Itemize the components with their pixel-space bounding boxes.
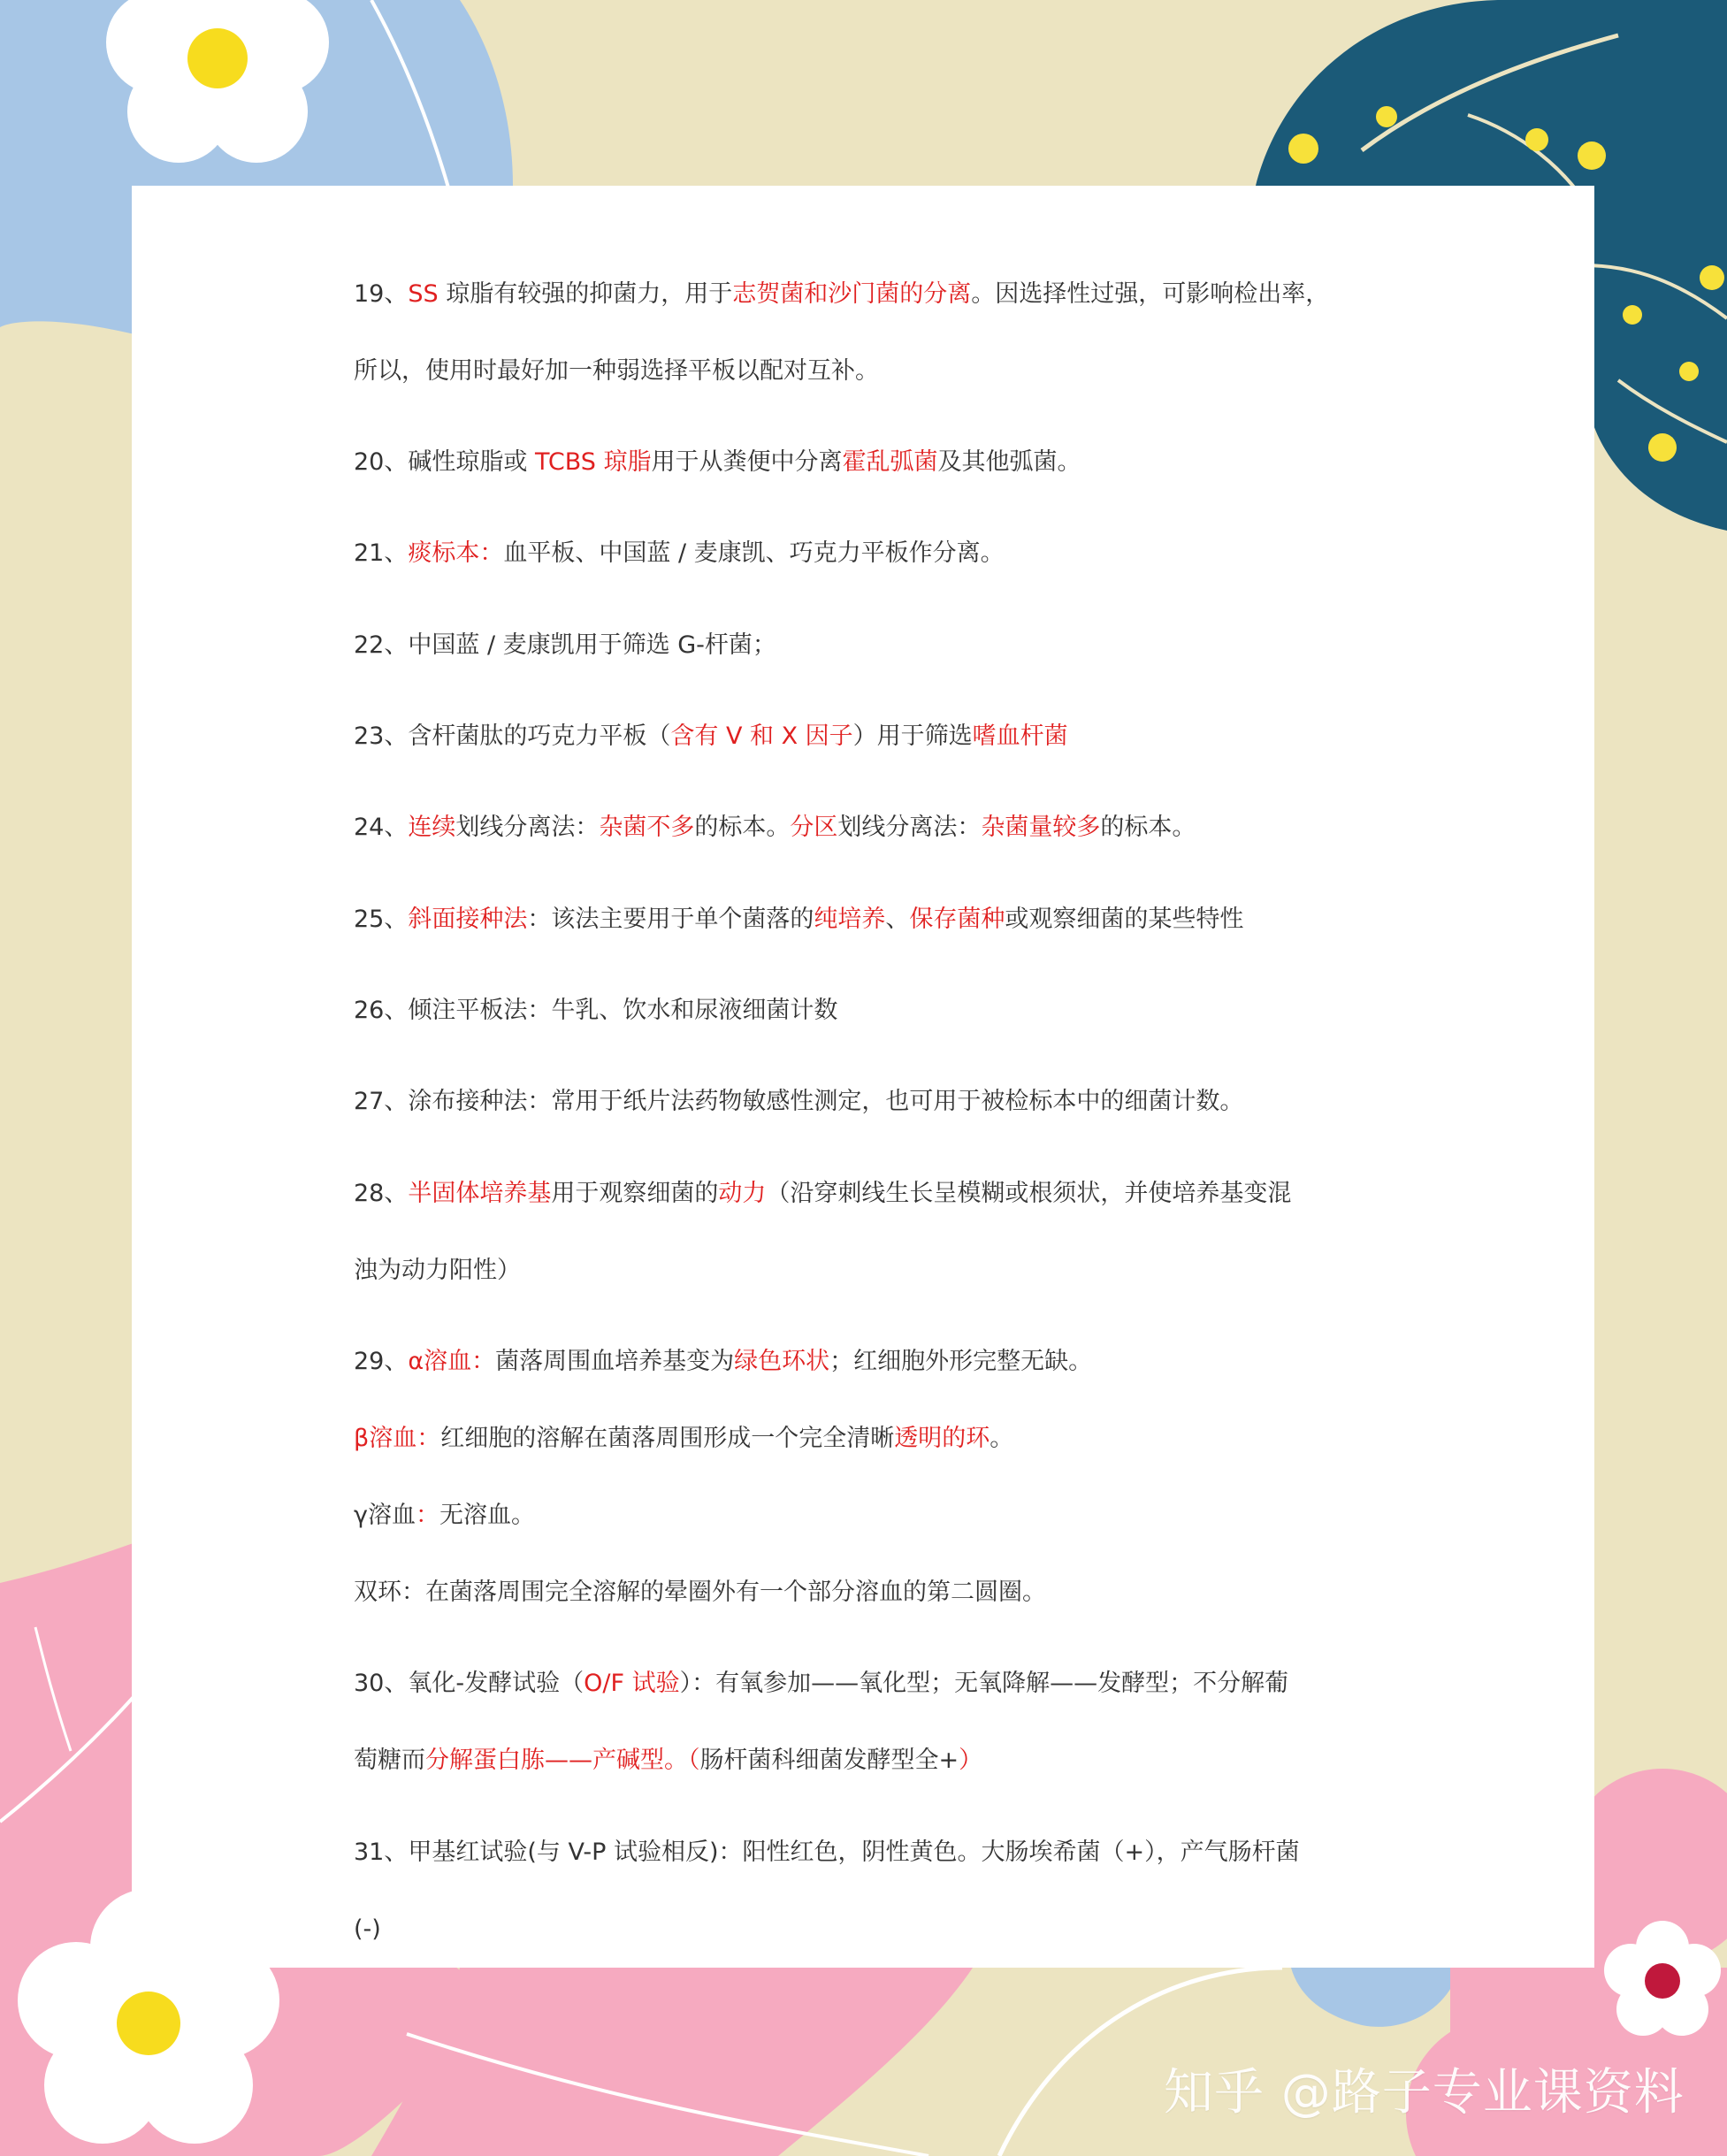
text-line [354,1176,1291,1212]
text-segment: 27、涂布接种法：常用于纸片法药物敏感性测定，也可用于被检标本中的细菌计数。 [354,1088,1244,1115]
text-segment: 红细胞的溶解在菌落周围形成一个完全清晰 [440,1425,895,1452]
text-line [354,1253,521,1288]
highlighted-text: 纯培养 [814,906,886,933]
text-segment: 28、 [354,1180,409,1207]
highlighted-text: 动力 [718,1180,767,1207]
text-segment: 无溶血。 [439,1502,535,1529]
text-segment: 肠杆菌科细菌发酵型全+ [699,1747,959,1774]
flower-top-left [106,0,329,163]
highlighted-text: 连续 [408,814,456,841]
text-segment: 浊为动力阳性） [354,1257,521,1284]
highlighted-text: SS [408,280,439,308]
highlighted-text: 含有 V 和 X 因子 [670,722,853,750]
text-line [354,1084,1243,1120]
text-line [354,1743,982,1778]
highlighted-text: 志贺菌和沙门菌的分离 [732,280,972,308]
highlighted-text: 绿色环状 [734,1348,830,1375]
text-line [354,902,1243,937]
text-segment: 19、 [354,280,409,308]
text-segment: 。因选择性过强，可影响检出率， [971,280,1330,308]
text-line [354,277,1329,312]
text-segment: （沿穿刺线生长呈模糊或根须状，并使培养基变混 [766,1180,1292,1207]
highlighted-text: 痰标本： [408,539,504,567]
text-segment: 萄糖而 [354,1747,425,1774]
text-line [354,719,1068,754]
text-segment: 及其他弧菌。 [937,448,1081,476]
text-segment: ：该法主要用于单个菌落的 [527,906,814,933]
highlighted-text: O/F 试验 [584,1670,680,1697]
highlighted-text: 透明的环 [894,1425,990,1452]
text-segment: 24、 [354,814,409,841]
text-segment: 的标本。 [1100,814,1196,841]
text-line [354,1575,1046,1610]
highlighted-text: TCBS 琼脂 [534,448,652,476]
text-segment: 双环：在菌落周围完全溶解的晕圈外有一个部分溶血的第二圆圈。 [354,1579,1046,1606]
text-segment: 菌落周围血培养基变为 [495,1348,735,1375]
text-segment: 用于从粪便中分离 [651,448,843,476]
highlighted-text: β溶血： [354,1425,441,1452]
highlighted-text: 半固体培养基 [408,1180,552,1207]
text-segment: 或观察细菌的某些特性 [1005,906,1244,933]
text-segment: 琼脂有较强的抑菌力，用于 [438,280,733,308]
text-segment: 25、 [354,906,409,933]
text-segment: 划线分离法： [837,814,982,841]
text-segment: 23、含杆菌肽的巧克力平板（ [354,722,671,750]
highlighted-text: 分解蛋白胨——产碱型。（ [425,1747,700,1774]
highlighted-text: 杂菌量较多 [981,814,1101,841]
highlighted-text: 保存菌种 [909,906,1005,933]
text-segment: 用于观察细菌的 [551,1180,719,1207]
text-segment: (-) [354,1915,381,1943]
text-line [354,810,1196,845]
text-segment: 的标本。 [694,814,791,841]
highlighted-text: ） [959,1747,983,1774]
text-line [354,1835,1300,1870]
text-segment: 20、碱性琼脂或 [354,448,535,476]
text-line [354,628,776,663]
text-line [354,354,879,389]
highlighted-text: 杂菌不多 [599,814,695,841]
text-segment: 30、氧化-发酵试验（ [354,1670,585,1697]
text-line [354,1498,535,1533]
text-line [354,1421,1013,1456]
highlighted-text: 分区 [790,814,838,841]
highlighted-text: 嗜血杆菌 [972,722,1068,750]
text-line [354,1666,1288,1701]
text-segment: 29、 [354,1348,409,1375]
watermark: 知乎 @路子专业课资料 [1164,2064,1685,2122]
text-segment: 。 [990,1425,1014,1452]
text-segment: ）用于筛选 [852,722,973,750]
text-line [354,993,837,1028]
text-segment: 21、 [354,539,409,567]
text-segment: 22、中国蓝 / 麦康凯用于筛选 G-杆菌； [354,631,776,659]
highlighted-text: α溶血： [408,1348,496,1375]
text-line [354,536,1005,571]
highlighted-text: 霍乱弧菌 [842,448,938,476]
text-segment: 划线分离法： [455,814,600,841]
text-segment: 血平板、中国蓝 / 麦康凯、巧克力平板作分离。 [503,539,1005,567]
text-segment: ）：有氧参加——氧化型；无氧降解——发酵型；不分解葡 [679,1670,1289,1697]
text-line [354,1344,1092,1380]
text-segment: 31、甲基红试验(与 V-P 试验相反)：阳性红色，阴性黄色。大肠埃希菌（+），产气肠杆菌 [354,1839,1300,1866]
highlighted-text: 斜面接种法 [408,906,528,933]
text-segment: γ溶血 [354,1502,416,1529]
pink-band-bottom [371,1968,973,2156]
text-segment: 26、倾注平板法：牛乳、饮水和尿液细菌计数 [354,997,838,1024]
text-line [354,445,1081,480]
highlighted-text: ： [415,1502,439,1529]
text-line [354,1912,381,1947]
text-segment: ；红细胞外形完整无缺。 [829,1348,1093,1375]
text-segment: 所以，使用时最好加一种弱选择平板以配对互补。 [354,357,879,385]
text-segment: 、 [885,906,910,933]
